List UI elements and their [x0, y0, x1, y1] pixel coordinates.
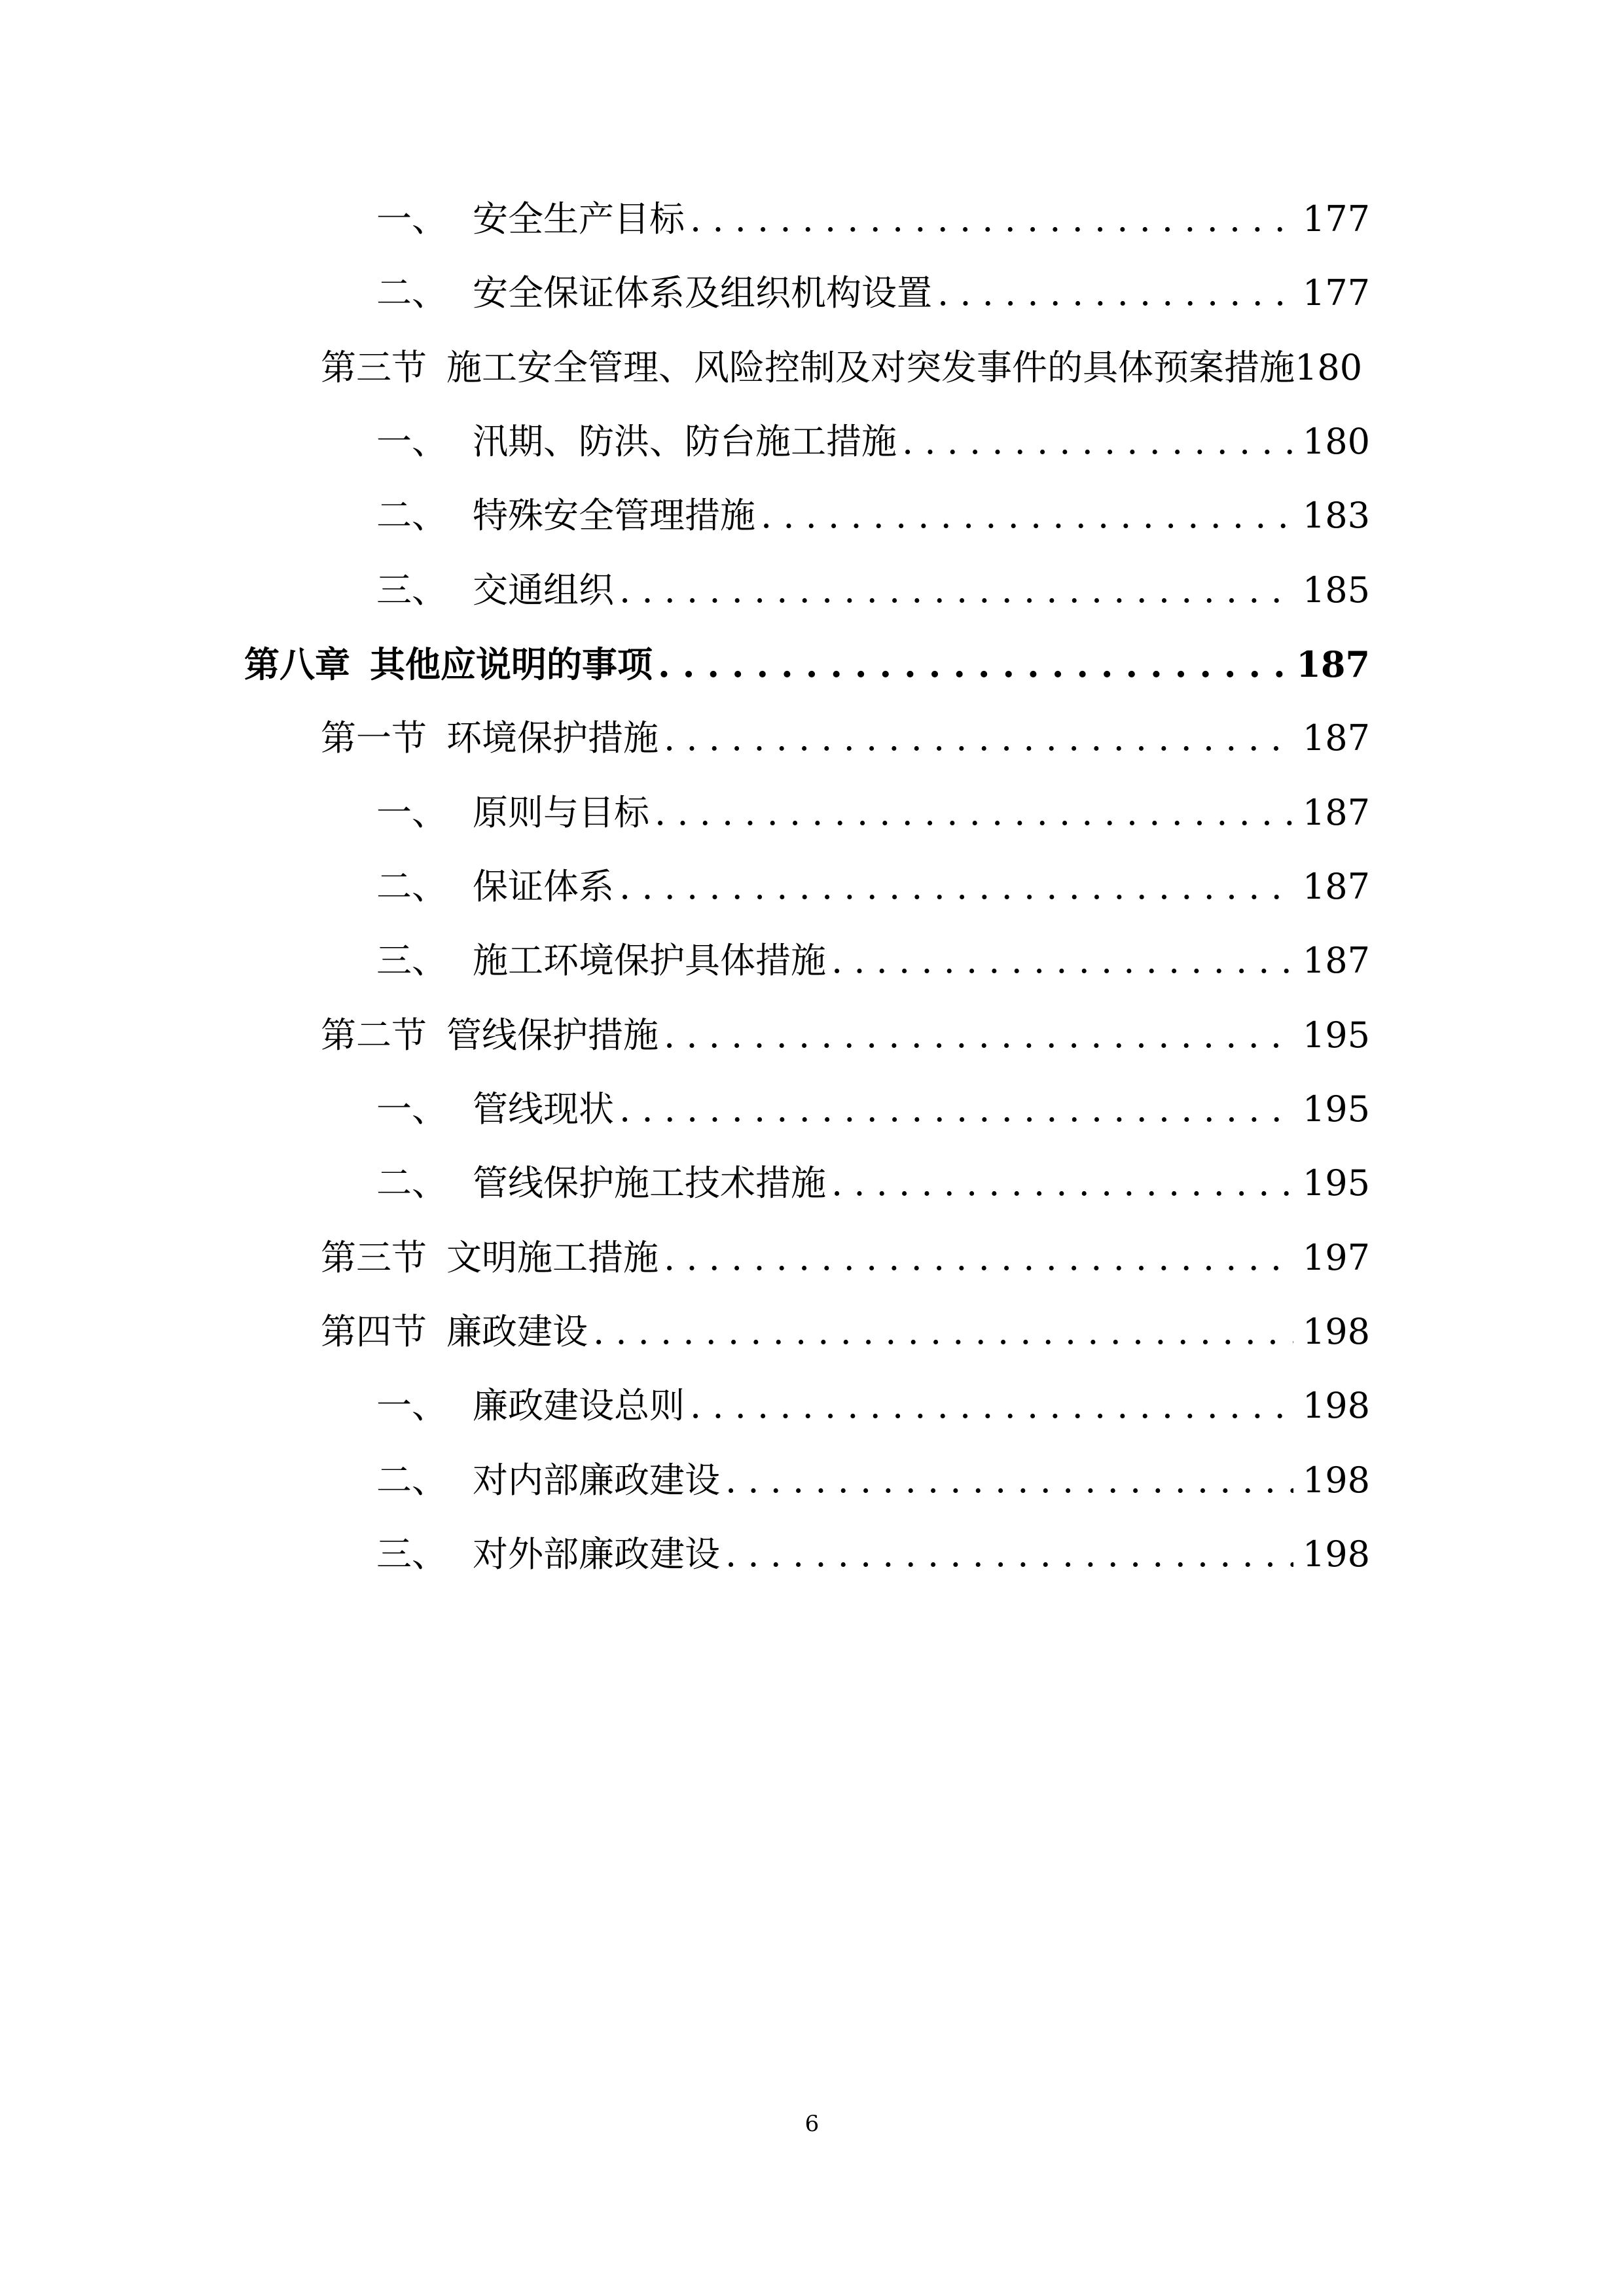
toc-entry-title: 保证体系 — [473, 866, 614, 907]
toc-dot-leader — [755, 490, 1293, 542]
toc-entry-title: 对外部廉政建设 — [473, 1534, 720, 1575]
toc-dot-leader — [614, 861, 1293, 913]
toc-entry[interactable] — [376, 1157, 1370, 1210]
toc-dot-leader — [897, 416, 1293, 468]
toc-entry-number: 第二节 — [321, 1014, 427, 1056]
toc-entry[interactable] — [376, 1083, 1370, 1136]
toc-entry-number: 第八章 — [244, 643, 350, 685]
toc-entry-page: 187 — [1302, 866, 1370, 907]
toc-entry-page: 195 — [1302, 1088, 1370, 1130]
toc-entry-number: 二、 — [376, 495, 447, 536]
toc-dot-leader — [614, 564, 1293, 617]
toc-entry[interactable] — [376, 787, 1370, 839]
toc-entry-page: 187 — [1302, 792, 1370, 833]
toc-entry-title: 廉政建设 — [446, 1311, 588, 1352]
toc-entry-page: 185 — [1302, 569, 1370, 611]
toc-entry-title: 其他应说明的事项 — [370, 643, 653, 685]
toc-dot-leader — [932, 267, 1293, 319]
toc-entry-number: 一、 — [376, 792, 447, 833]
toc-entry[interactable] — [376, 861, 1370, 913]
toc-entry-title: 管线保护施工技术措施 — [473, 1162, 826, 1204]
toc-entry[interactable] — [321, 712, 1370, 764]
toc-dot-leader — [649, 787, 1293, 839]
toc-entry-title: 施工安全管理、风险控制及对突发事件的具体预案措施 — [446, 347, 1295, 388]
toc-entry-title: 环境保护措施 — [446, 717, 659, 759]
toc-entry-page: 180 — [1302, 421, 1370, 462]
toc-dot-leader — [588, 1306, 1293, 1358]
toc-entry[interactable] — [376, 416, 1370, 468]
toc-entry[interactable] — [376, 1528, 1370, 1581]
toc-dot-leader — [653, 638, 1287, 691]
toc-entry-number: 二、 — [376, 866, 447, 907]
toc-entry-number: 第三节 — [321, 347, 427, 388]
toc-entry-number: 二、 — [376, 272, 447, 314]
toc-entry-number: 二、 — [376, 1162, 447, 1204]
toc-entry-title: 安全保证体系及组织机构设置 — [473, 272, 932, 314]
toc-entry[interactable] — [321, 1009, 1370, 1062]
toc-entry[interactable] — [376, 267, 1370, 319]
toc-entry-page: 198 — [1302, 1460, 1370, 1501]
toc-entry-page: 177 — [1302, 272, 1370, 314]
toc-entry-page: 195 — [1302, 1014, 1370, 1056]
toc-entry-page: 183 — [1302, 495, 1370, 536]
toc-entry-number: 三、 — [376, 1534, 447, 1575]
toc-entry-number: 第四节 — [321, 1311, 427, 1352]
toc-entry-number: 一、 — [376, 1385, 447, 1426]
toc-entry-number: 第三节 — [321, 1237, 427, 1278]
toc-entry-page: 180 — [1295, 347, 1363, 388]
toc-entry[interactable] — [376, 1380, 1370, 1432]
toc-dot-leader — [685, 193, 1293, 245]
toc-entry-title: 安全生产目标 — [473, 198, 685, 240]
toc-entry-page: 187 — [1296, 643, 1370, 685]
toc-entry-title: 原则与目标 — [473, 792, 649, 833]
toc-entry-number: 第一节 — [321, 717, 427, 759]
toc-entry-title: 文明施工措施 — [446, 1237, 659, 1278]
toc-dot-leader — [659, 1009, 1293, 1062]
toc-entry-title: 管线保护措施 — [446, 1014, 659, 1056]
toc-dot-leader — [659, 1232, 1293, 1284]
toc-entry-page: 198 — [1302, 1311, 1370, 1352]
toc-entry[interactable] — [376, 1454, 1370, 1507]
toc-entry-page: 198 — [1302, 1534, 1370, 1575]
toc-entry-title: 廉政建设总则 — [473, 1385, 685, 1426]
toc-entry-title: 对内部廉政建设 — [473, 1460, 720, 1501]
toc-entry-number: 三、 — [376, 940, 447, 981]
toc-entry-page: 187 — [1302, 717, 1370, 759]
toc-chapter-entry[interactable] — [244, 638, 1370, 691]
toc-entry[interactable] — [321, 1306, 1370, 1358]
toc-entry-title: 交通组织 — [473, 569, 614, 611]
toc-entry-page: 177 — [1302, 198, 1370, 240]
toc-entry-number: 二、 — [376, 1460, 447, 1501]
toc-entry[interactable] — [376, 935, 1370, 987]
toc-dot-leader — [720, 1528, 1293, 1581]
toc-entry-page: 197 — [1302, 1237, 1370, 1278]
toc-entry-page: 198 — [1302, 1385, 1370, 1426]
page-number-footer: 6 — [804, 2111, 820, 2137]
toc-entry-title: 施工环境保护具体措施 — [473, 940, 826, 981]
toc-dot-leader — [685, 1380, 1293, 1432]
toc-entry[interactable] — [321, 1232, 1370, 1284]
toc-entry-title: 汛期、防洪、防台施工措施 — [473, 421, 897, 462]
toc-entry[interactable] — [376, 193, 1370, 245]
toc-dot-leader — [659, 712, 1293, 764]
toc-entry[interactable] — [321, 342, 1460, 394]
toc-dot-leader — [826, 935, 1293, 987]
toc-entry-number: 三、 — [376, 569, 447, 611]
toc-entry[interactable] — [376, 490, 1370, 542]
toc-dot-leader — [720, 1454, 1293, 1507]
toc-dot-leader — [614, 1083, 1293, 1136]
toc-entry-page: 195 — [1302, 1162, 1370, 1204]
toc-entry-number: 一、 — [376, 421, 447, 462]
toc-dot-leader — [826, 1157, 1293, 1210]
toc-entry-title: 特殊安全管理措施 — [473, 495, 755, 536]
toc-entry-page: 187 — [1302, 940, 1370, 981]
toc-entry-number: 一、 — [376, 1088, 447, 1130]
toc-entry-number: 一、 — [376, 198, 447, 240]
toc-entry-title: 管线现状 — [473, 1088, 614, 1130]
toc-entry[interactable] — [376, 564, 1370, 617]
